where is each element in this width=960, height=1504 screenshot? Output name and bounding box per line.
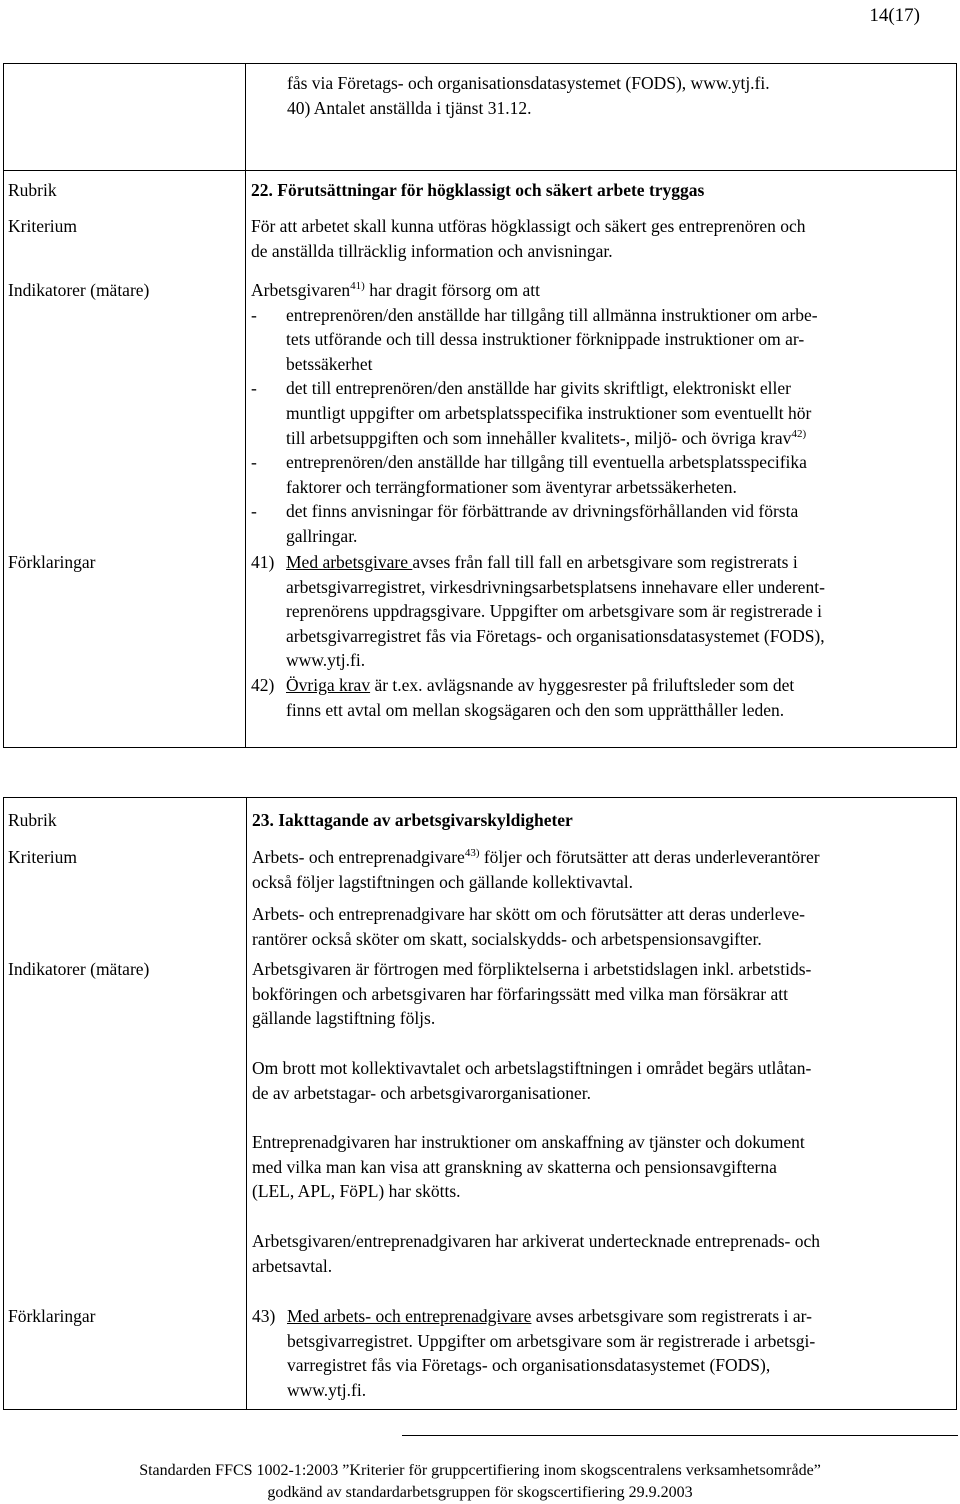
column-divider [246, 798, 247, 1409]
label-rubrik: Rubrik [8, 180, 57, 200]
rubrik-title-22: 22. Förutsättningar för högklassigt och säkert arbete tryggas [251, 180, 705, 200]
kriterium-line: För att arbetet skall kunna utföras högklassigt och säkert ges entreprenören och [251, 216, 806, 236]
continuation-line: 40) Antalet anställda i tjänst 31.12. [287, 97, 532, 118]
label-rubrik: Rubrik [8, 810, 57, 830]
kriterium-22 [251, 214, 805, 263]
footnote-41: 41) Med arbetsgivare avses från fall till fall en arbetsgivare som registrerats i arbetsgivarregistret, virkesdrivningsarbetsplatsens innehavare eller underent- reprenörens uppdragsgivare. Uppgifter om arbetsgivare som är registrerade i arbetsgivarregistret fås via Företags- och organisationsdatasystemet (FODS), www.ytj.fi. [251, 552, 825, 671]
page-number: 14(17) [869, 5, 920, 26]
indikator-23-p2: Om brott mot kollektivavtalet och arbetslagstiftningen i området begärs utlåtan- de av arbetstagar- och arbetsgivarorganisationer. [252, 1058, 812, 1103]
label-indikatorer: Indikatorer (mätare) [8, 959, 150, 979]
indikator-bullet: - entreprenören/den anställde har tillgång till allmänna instruktioner om arbe- tets utförande och till dessa instruktioner förknippade instruktioner om ar- betssäkerhet [251, 304, 818, 374]
indikator-23-p4: Arbetsgivaren/entreprenadgivaren har arkiverat undertecknade entreprenads- och arbetsavtal. [252, 1231, 820, 1276]
label-forklaringar: Förklaringar [8, 1306, 96, 1326]
kriterium-23-p1: Arbets- och entreprenadgivare$^{43)}$ följer och förutsätter att deras underleverantörer också följer lagstiftningen och gällande kollektivavtal. [252, 847, 820, 892]
continuation-line: fås via Företags- och organisationsdatasystemet (FODS), www.ytj.fi. [287, 73, 770, 93]
forklaringar-22 [251, 550, 825, 722]
rubrik-title-23: 23. Iakttagande av arbetsgivarskyldigheter [252, 810, 573, 830]
row-divider [4, 170, 956, 171]
indikator-intro: Arbetsgivaren$^{41)}$ har dragit försorg om att [251, 280, 540, 300]
indikator-23-p3: Entreprenadgivaren har instruktioner om anskaffning av tjänster och dokument med vilka man kan visa att granskning av skatterna och pensionsavgifterna (LEL, APL, FöPL) har skötts. [252, 1132, 805, 1202]
indikator-bullet: - entreprenören/den anställde har tillgång till eventuella arbetsplatsspecifika faktorer och terrängformationer som äventyrar arbetssäkerheten. [251, 452, 807, 497]
indikator-bullet: - det finns anvisningar för förbättrande av drivningsförhållanden vid första gallringar. [251, 501, 799, 546]
label-indikatorer: Indikatorer (mätare) [8, 280, 150, 300]
indikator-23-p1: Arbetsgivaren är förtrogen med förpliktelserna i arbetstidslagen inkl. arbetstids- bokföringen och arbetsgivaren har förfaringssätt med vilka man försäkrar att gällande lagstiftning följs. [252, 959, 812, 1029]
footer-approval: godkänd av standardarbetsgruppen för skogscertifiering 29.9.2003 [267, 1484, 693, 1501]
label-kriterium: Kriterium [8, 847, 78, 867]
indikator-bullet: - det till entreprenören/den anställde har givits skriftligt, elektroniskt eller muntligt uppgifter om arbetsplatsspecifika instruktioner som eventuellt hör till arbetsuppgiften och som innehåller kvalitets-, miljö- och övriga krav$^{42)}$ [251, 378, 812, 448]
kriterium-23-p2: Arbets- och entreprenadgivare har skött om och förutsätter att deras underleve- rantörer också sköter om skatt, socialskydds- och arbetspensionsavgifter. [252, 904, 805, 949]
label-kriterium: Kriterium [8, 216, 78, 236]
footer-standard: Standarden FFCS 1002-1:2003 ”Kriterier för gruppcertifiering inom skogscentralens verksamhetsområde” [139, 1462, 821, 1479]
footer-rule [402, 1435, 958, 1436]
kriterium-line: de anställda tillräcklig information och anvisningar. [251, 240, 613, 261]
continuation-text [287, 71, 770, 120]
column-divider [245, 64, 246, 747]
label-forklaringar: Förklaringar [8, 552, 96, 572]
footnote-42: 42) Övriga krav är t.ex. avlägsnande av hyggesrester på friluftsleder som det finns ett avtal om mellan skogsägaren och den som upprätthåller leden. [251, 674, 795, 720]
indikatorer-22 [251, 278, 818, 549]
footnote-43: 43) Med arbets- och entreprenadgivare avses arbetsgivare som registrerats i ar- betsgivarregistret. Uppgifter om arbetsgivare som är registrerade i arbetsgi- varregistret fås via Företags- och organisationsdatasystemet (FODS), www.ytj.fi. [252, 1306, 816, 1400]
